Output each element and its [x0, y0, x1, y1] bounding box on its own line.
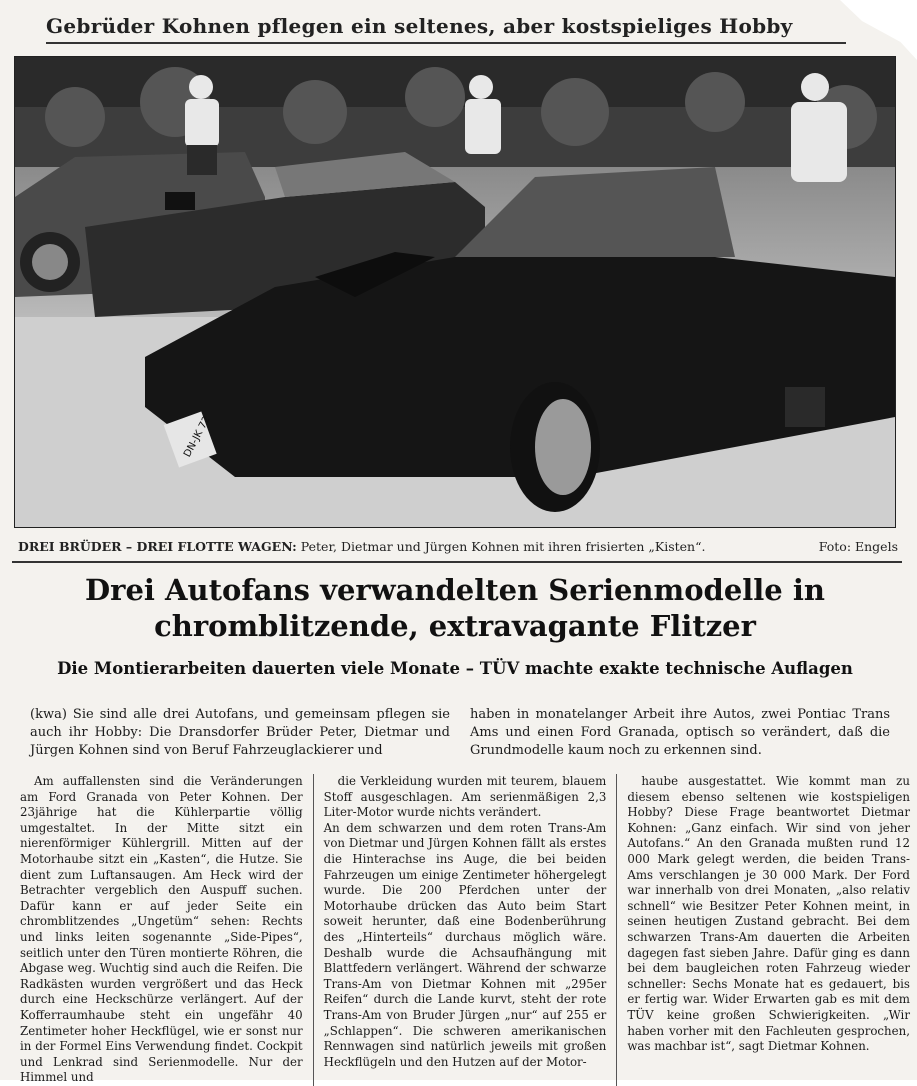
caption-body [18, 539, 705, 554]
cars-illustration [15, 57, 895, 527]
kicker-headline: Gebrüder Kohnen pflegen ein seltenes, aber kostspieliges Hobby [46, 14, 846, 44]
article-body [20, 774, 910, 1086]
article-subhead: Die Montierarbeiten dauerten viele Monate – TÜV machte exakte technische Auflagen [57, 659, 853, 678]
article-intro [30, 706, 890, 760]
headline-line-2: chromblitzende, extravagante Flitzer [154, 609, 756, 643]
photo-caption [18, 539, 898, 554]
body-column-2: die Verkleidung wurden mit teurem, blauem Stoff ausgeschlagen. Am serienmäßigen 2,3 Liter-Motor wurde nichts verändert. An dem schwarzen und dem roten Trans-Am von Dietmar und Jürgen Kohnen fällt als erstes die Hinterachse ins Auge, die bei beiden Fahrzeugen um einige Zentimeter höhergelegt wurde. Die 200 Pferdchen unter der Motorhaube drücken das Auto beim Start soweit herunter, daß eine Bodenberührung des „Hinterteils“ durchaus möglich wäre. Deshalb wurde die Achsaufhängung mit Blattfedern verlängert. Während der schwarze Trans-Am von Dietmar Kohnen mit „295er Reifen“ durch die Lande kurvt, steht der rote Trans-Am von Bruder Jürgen „nur“ auf 255 er „Schlappen“. Die schweren amerikanischen Rennwagen sind natürlich jeweils mit großen Heckflügeln und den Hutzen auf der Motor- [323, 774, 607, 1069]
column-separator [616, 774, 617, 1086]
intro-left: (kwa) Sie sind alle drei Autofans, und gemeinsam pflegen sie auch ihr Hobby: Die Dransdorfer Brüder Peter, Dietmar und Jürgen Kohnen sind von Beruf Fahrzeuglackierer und [30, 707, 450, 758]
headline-line-1: Drei Autofans verwandelten Serienmodelle in [85, 573, 825, 607]
body-column-1: Am auffallensten sind die Veränderungen am Ford Granada von Peter Kohnen. Der 23jährige hat die Kühlerpartie völlig umgestaltet. In der Mitte sitzt ein nierenförmiger Kühlergrill. Mitten auf der Motorhaube sitzt ein „Kasten“, die Hutze. Sie dient zum Luftansaugen. Am Heck wird der Betrachter vergeblich den Auspuff suchen. Dafür kann er auf jeder Seite ein chromblitzendes „Ungetüm“ sehen: Rechts und links leiten sogenannte „Side-Pipes“, seitlich unter den Türen montierte Röhren, die Abgase weg. Wuchtig sind auch die Reifen. Die Radkästen wurden vergrößert und das Heck durch eine Heckschürze verlängert. Auf der Kofferraumhaube steht ein ungefähr 40 Zentimeter hoher Heckflügel, wie er sonst nur in der Formel Eins Verwendung findet. Cockpit und Lenkrad sind Serienmodelle. Nur der Himmel und [20, 774, 303, 1085]
body-column-3: haube ausgestattet. Wie kommt man zu diesem ebenso seltenen wie kostspieligen Hobby? Diese Frage beantwortet Dietmar Kohnen: „Ganz einfach. Wir sind von jeher Autofans.“ An den Granada mußten rund 12 000 Mark gelegt werden, die beiden Trans-Ams verschlangen je 30 000 Mark. Der Ford war innerhalb von drei Monaten, „also relativ schnell“ wie Besitzer Peter Kohnen meint, in seinen heutigen Zustand gebracht. Bei dem schwarzen Trans-Am dauerten die Arbeiten dagegen fast sieben Jahre. Dafür ging es dann bei dem baugleichen roten Fahrzeug wieder schneller: Sechs Monate hat es gedauert, bis er fertig war. Wider Erwarten gab es mit dem TÜV keine großen Schwierigkeiten. „Wir haben vorher mit den Fachleuten gesprochen, was machbar ist“, sagt Dietmar Kohnen. [627, 774, 910, 1054]
license-plate: DN-JK 72 [182, 414, 213, 460]
caption-lead: DREI BRÜDER – DREI FLOTTE WAGEN: [18, 539, 297, 554]
divider-rule [12, 561, 902, 563]
intro-right: haben in monatelanger Arbeit ihre Autos, zwei Pontiac Trans Ams und einen Ford Granada, optisch so verändert, daß die Grundmodelle kaum noch zu erkennen sind. [470, 707, 890, 758]
caption-text: Peter, Dietmar und Jürgen Kohnen mit ihren frisierten „Kisten“. [296, 539, 706, 554]
article-photo [14, 56, 896, 528]
article-headline [20, 572, 890, 644]
photo-credit: Foto: Engels [818, 539, 898, 554]
column-separator [313, 774, 314, 1086]
